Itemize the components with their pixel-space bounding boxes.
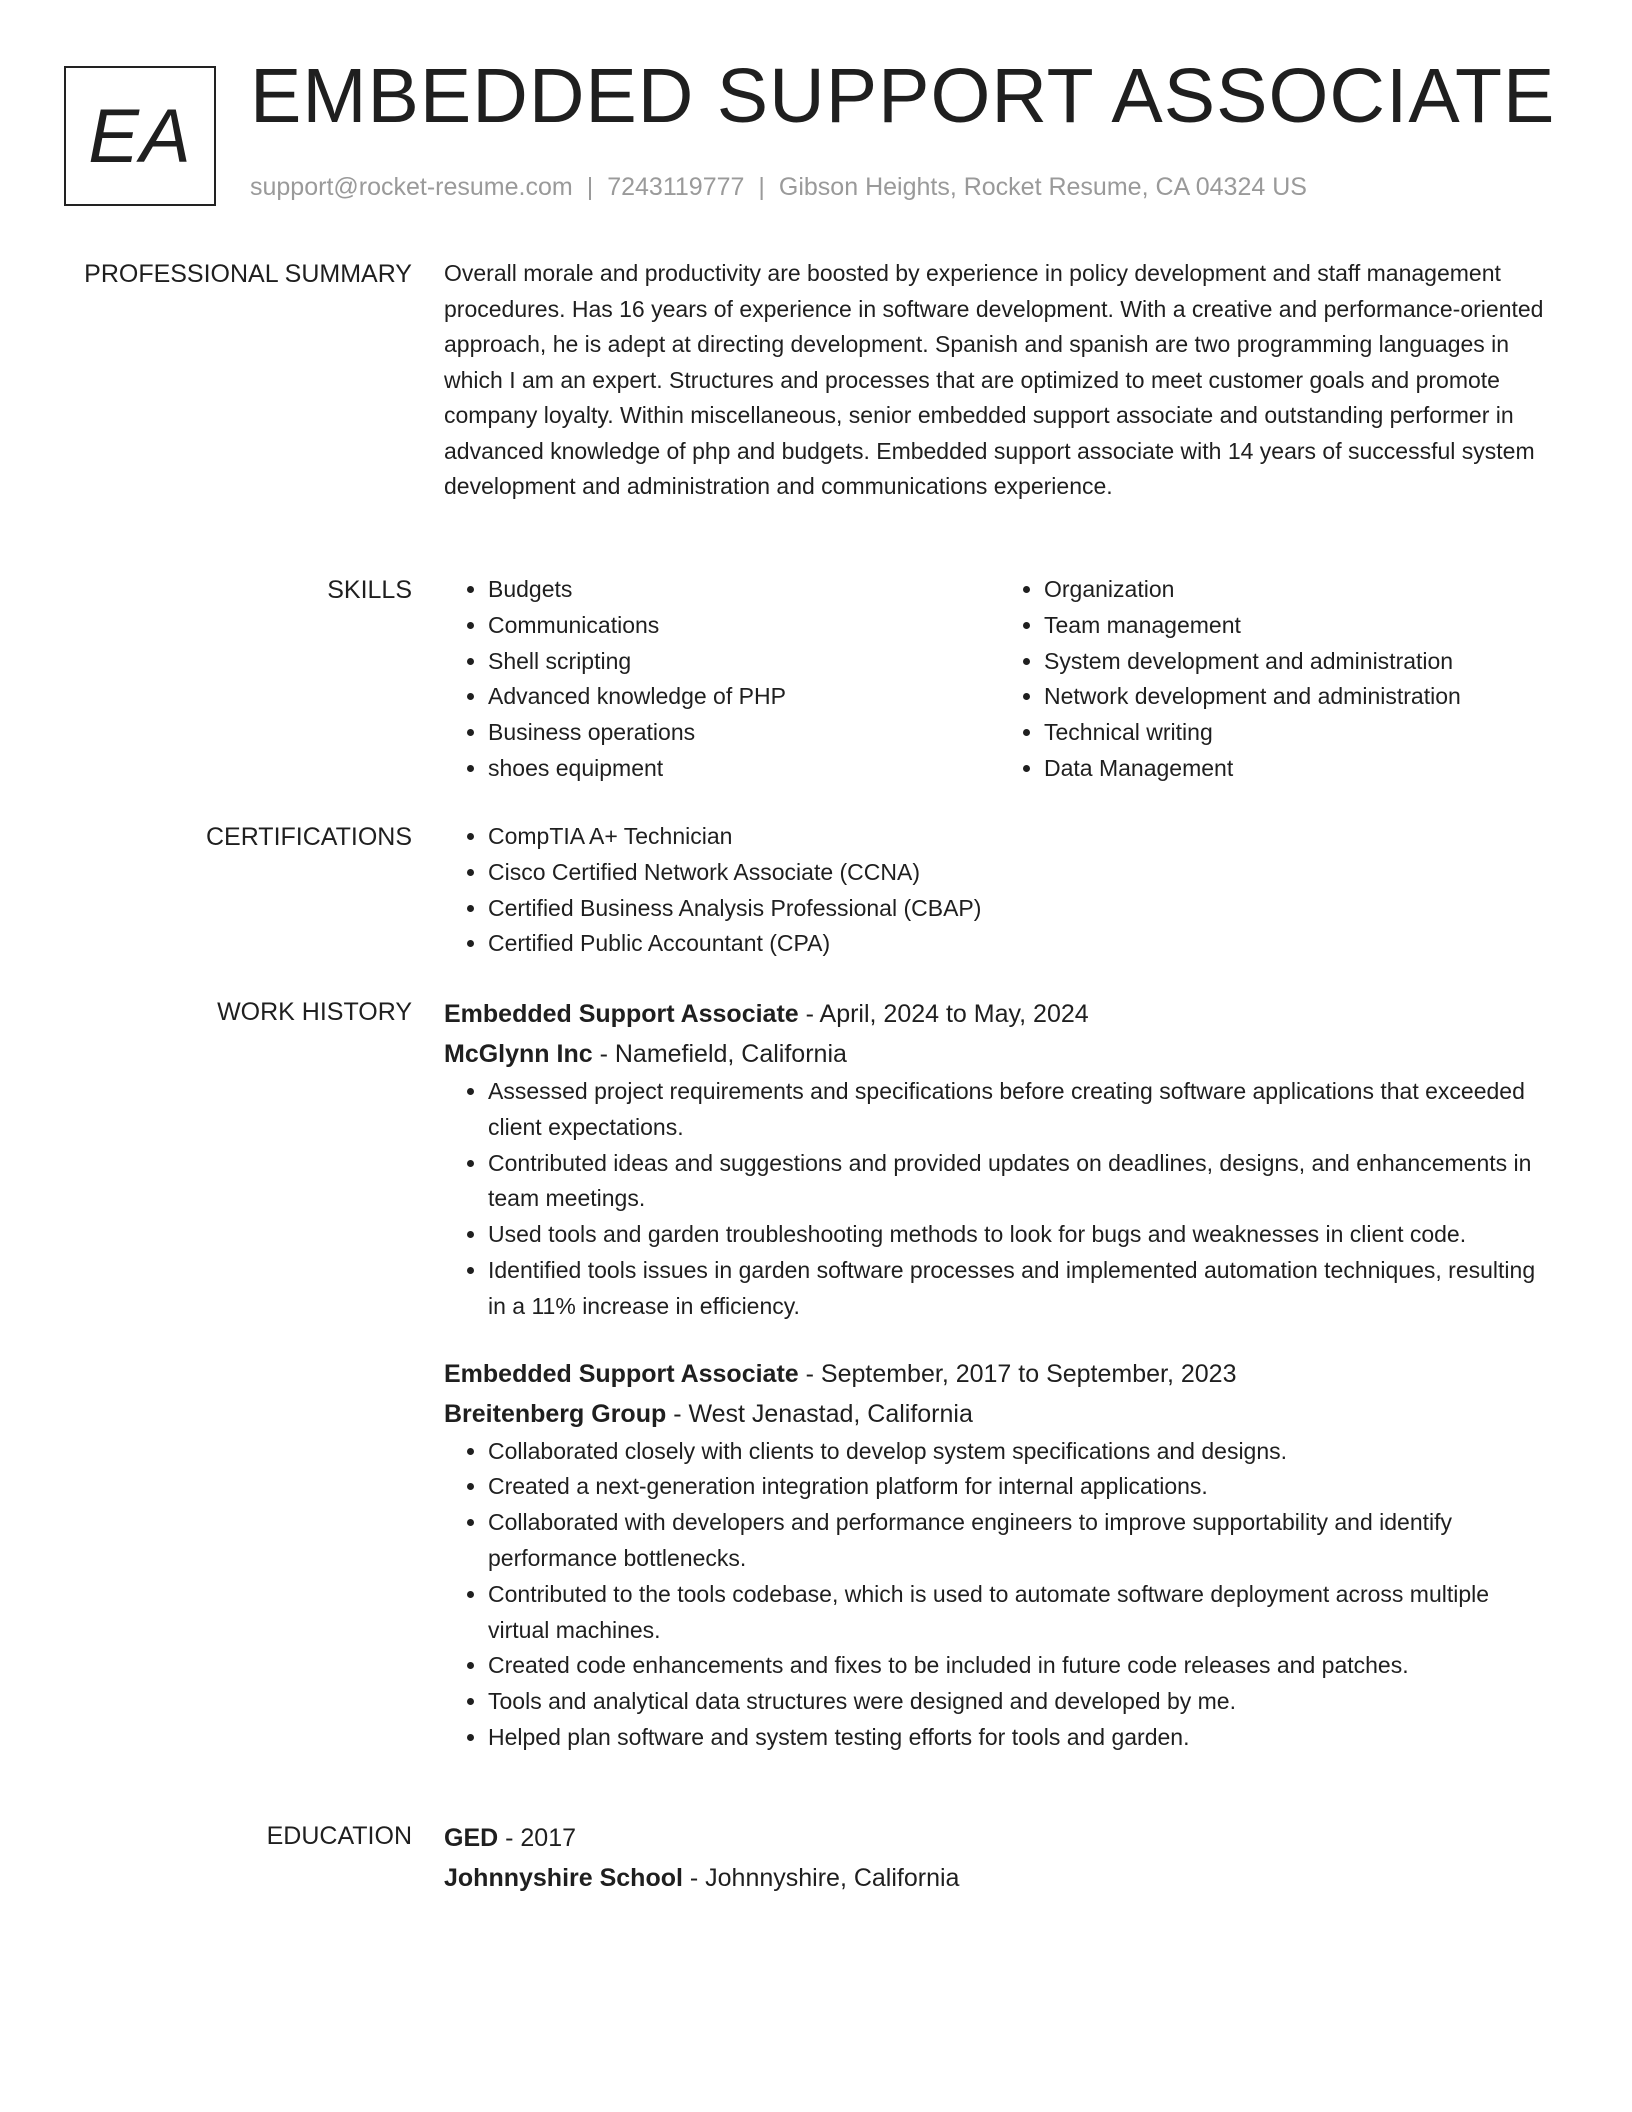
job-company-line — [444, 1034, 1556, 1074]
skill-item: • Communications — [488, 608, 1000, 644]
skill-item: • Shell scripting — [488, 644, 1000, 680]
job-bullet: • Created code enhancements and fixes to be included in future code releases and patches. — [488, 1648, 1556, 1684]
skills-body — [444, 572, 1556, 787]
job-location: - West Jenastad, California — [666, 1399, 973, 1428]
job-bullet: • Contributed to the tools codebase, which is used to automate software deployment across multiple virtual machines. — [488, 1577, 1556, 1649]
contact-line — [250, 172, 1307, 202]
job-bullet: • Collaborated closely with clients to develop system specifications and designs. — [488, 1434, 1556, 1470]
job-bullet: • Created a next-generation integration platform for internal applications. — [488, 1469, 1556, 1505]
job-title-line — [444, 1354, 1556, 1394]
section-title-summary: PROFESSIONAL SUMMARY — [84, 260, 412, 288]
job-dates: - September, 2017 to September, 2023 — [798, 1359, 1237, 1388]
monogram-logo: EA — [64, 66, 216, 206]
job-bullet-list — [444, 1074, 1556, 1325]
contact-separator: | — [758, 173, 765, 201]
job-role: Embedded Support Associate — [444, 1000, 799, 1028]
education-year: - 2017 — [498, 1824, 577, 1852]
education-location: - Johnnyshire, California — [682, 1864, 960, 1892]
job-bullet: • Tools and analytical data structures were designed and developed by me. — [488, 1684, 1556, 1720]
job-bullet: • Collaborated with developers and performance engineers to improve supportability and identify performance bottlenecks. — [488, 1505, 1556, 1577]
contact-email[interactable]: support@rocket-resume.com — [250, 173, 573, 201]
job-company-line — [444, 1394, 1556, 1434]
skills-list-right — [1000, 572, 1556, 787]
job-bullet: • Assessed project requirements and specifications before creating software applications that exceeded client expectations. — [488, 1074, 1556, 1146]
summary-body — [444, 256, 1556, 505]
job-bullet: • Used tools and garden troubleshooting methods to look for bugs and weaknesses in client code. — [488, 1217, 1556, 1253]
certification-item: • Certified Public Accountant (CPA) — [488, 926, 1556, 962]
job-dates: - April, 2024 to May, 2024 — [798, 1000, 1089, 1028]
skills-list-left — [444, 572, 1000, 787]
skill-item: • Technical writing — [1044, 715, 1556, 751]
skill-item: • Data Management — [1044, 751, 1556, 787]
contact-phone[interactable]: 7243119777 — [607, 173, 745, 201]
job-company: Breitenberg Group — [444, 1399, 667, 1428]
job-location: - Namefield, California — [592, 1040, 847, 1068]
certification-item: • Cisco Certified Network Associate (CCNA) — [488, 855, 1556, 891]
certification-item: • CompTIA A+ Technician — [488, 819, 1556, 855]
job-bullet: • Identified tools issues in garden software processes and implemented automation techniques, resulting in a 11% increase in efficiency. — [488, 1253, 1556, 1325]
section-title-education: EDUCATION — [266, 1822, 412, 1850]
job-bullet-list — [444, 1434, 1556, 1756]
certifications-body — [444, 819, 1556, 962]
job-bullet: • Contributed ideas and suggestions and provided updates on deadlines, designs, and enhancements in team meetings. — [488, 1146, 1556, 1218]
section-title-work-history: WORK HISTORY — [217, 998, 412, 1026]
job-role: Embedded Support Associate — [444, 1359, 799, 1388]
job-entry — [444, 1354, 1556, 1756]
education-body — [444, 1818, 1556, 1898]
education-school-line — [444, 1858, 1556, 1898]
work-history-body — [444, 994, 1556, 1756]
summary-text: Overall morale and productivity are boosted by experience in policy development and staff management procedures. Has 16 years of experience in software development. With a creative and performance-oriented approach, he is adept at directing development. Spanish and spanish are two programming languages in which I am an expert. Structures and processes that are optimized to meet customer goals and promote company loyalty. Within miscellaneous, senior embedded support associate and outstanding performer in advanced knowledge of php and budgets. Embedded support associate with 14 years of successful system development and administration and communications experience. — [444, 260, 1544, 499]
skill-item: • Organization — [1044, 572, 1556, 608]
candidate-title: EMBEDDED SUPPORT ASSOCIATE — [250, 53, 1556, 139]
contact-address: Gibson Heights, Rocket Resume, CA 04324 US — [778, 173, 1307, 201]
skill-item: • Team management — [1044, 608, 1556, 644]
certifications-list — [444, 819, 1556, 962]
education-school: Johnnyshire School — [444, 1864, 683, 1892]
certification-item: • Certified Business Analysis Professional (CBAP) — [488, 891, 1556, 927]
skill-item: • Budgets — [488, 572, 1000, 608]
section-title-skills: SKILLS — [327, 576, 412, 604]
education-degree-line — [444, 1818, 1556, 1858]
job-entry — [444, 994, 1556, 1325]
job-title-line — [444, 994, 1556, 1034]
skill-item: • shoes equipment — [488, 751, 1000, 787]
education-degree: GED — [444, 1824, 499, 1852]
skill-item: • System development and administration — [1044, 644, 1556, 680]
contact-separator: | — [586, 173, 594, 201]
job-bullet: • Helped plan software and system testing efforts for tools and garden. — [488, 1720, 1556, 1756]
skill-item: • Business operations — [488, 715, 1000, 751]
section-title-certifications: CERTIFICATIONS — [205, 823, 412, 851]
job-company: McGlynn Inc — [444, 1040, 593, 1068]
skill-item: • Advanced knowledge of PHP — [488, 679, 1000, 715]
skill-item: • Network development and administration — [1044, 679, 1556, 715]
